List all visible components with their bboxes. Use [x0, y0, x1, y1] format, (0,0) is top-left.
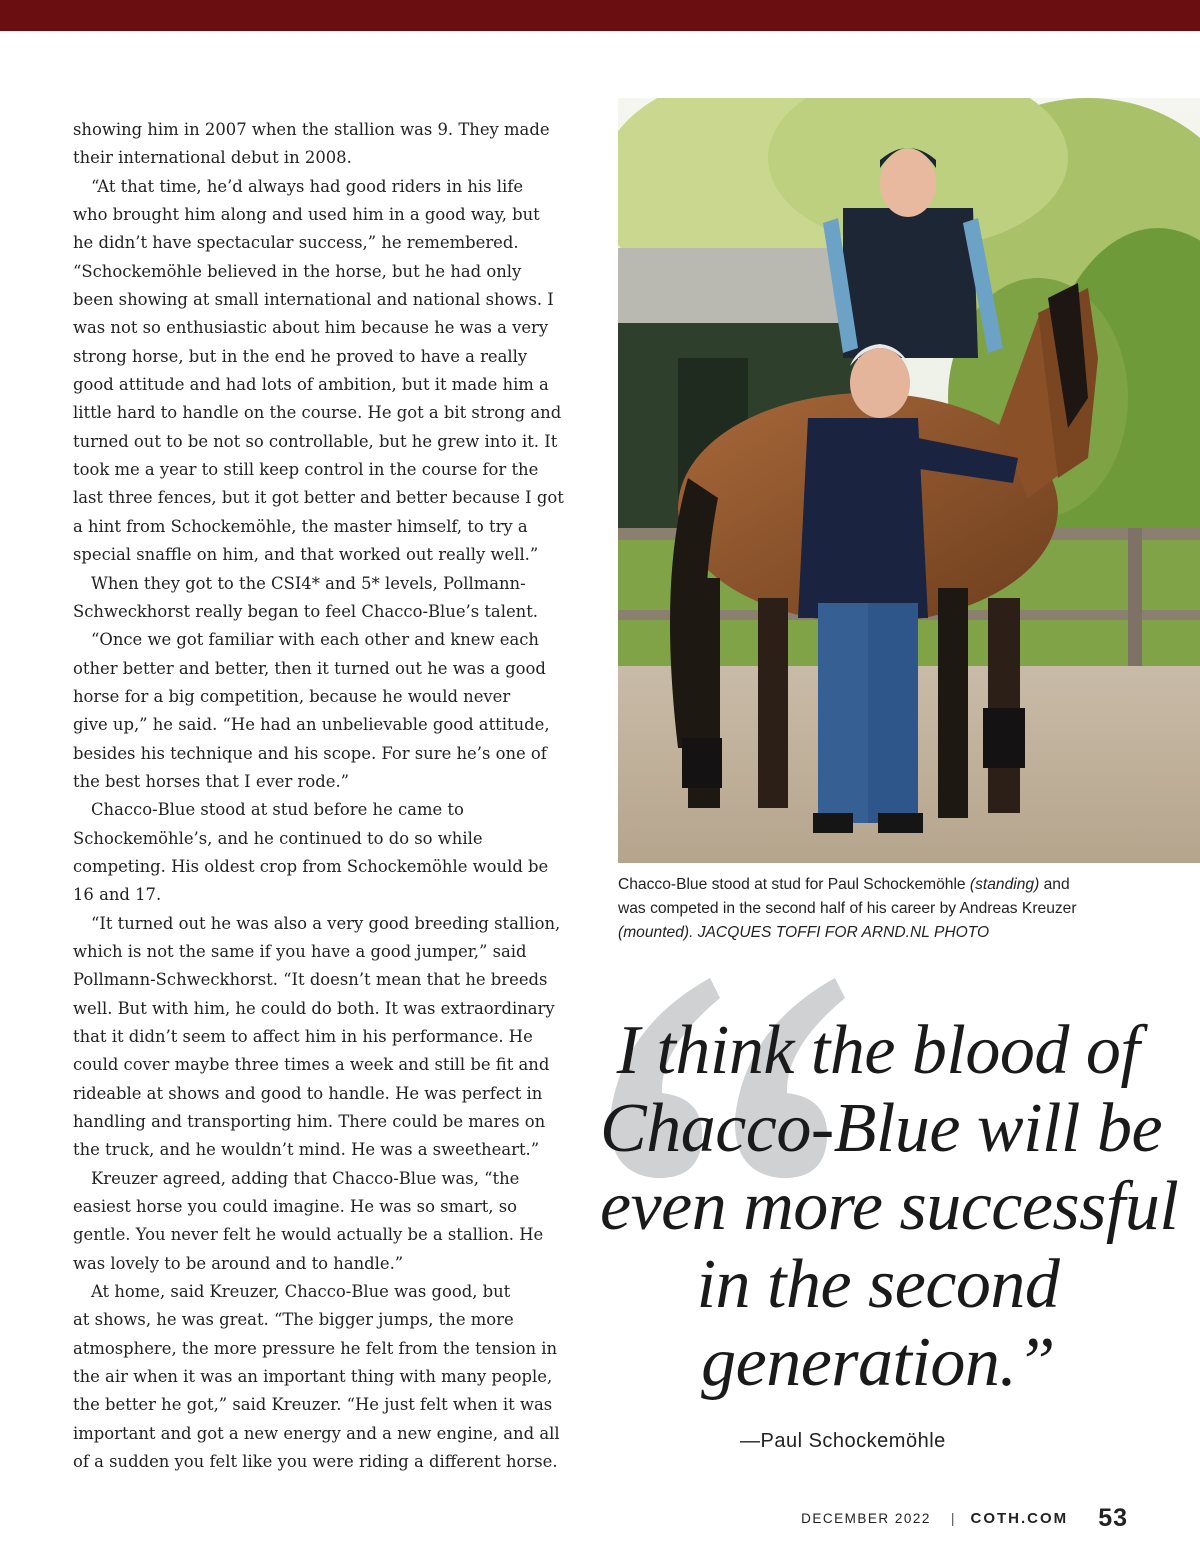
article-line: give up,” he said. “He had an unbelievable good attitude, [73, 715, 550, 735]
article-line: “At that time, he’d always had good riders in his life [91, 176, 524, 196]
pull-quote-line: in the second [696, 1246, 1060, 1323]
article-line: that it didn’t seem to affect him in his performance. He [73, 1027, 533, 1046]
article-line: the better he got,” said Kreuzer. “He just felt when it was [73, 1395, 553, 1415]
article-line: rideable at shows and good to handle. He was perfect in [73, 1083, 543, 1103]
top-color-bar [0, 0, 1200, 31]
pull-quote-line: Chacco-Blue will be [600, 1090, 1163, 1167]
article-line: gentle. You never felt he would actually be a stallion. He [73, 1225, 544, 1245]
photo-caption [618, 873, 1178, 945]
page-footer [801, 1503, 1128, 1533]
caption-line-3: (mounted). JACQUES TOFFI FOR ARND.NL PHOTO [618, 924, 990, 941]
quote-attribution: —Paul Schockemöhle [740, 1430, 946, 1452]
article-line: handling and transporting him. There could be mares on [73, 1112, 546, 1132]
article-line: Chacco-Blue stood at stud before he came to [91, 800, 464, 820]
article-line: the air when it was an important thing with many people, [73, 1367, 553, 1387]
article-line: “It turned out he was also a very good breeding stallion, [91, 913, 561, 933]
article-line: last three fences, but it got better and better because I got [73, 488, 564, 508]
article-line: Schweckhorst really began to feel Chacco-Blue’s talent. [73, 601, 539, 621]
article-line: besides his technique and his scope. For sure he’s one of [73, 743, 547, 763]
article-body [73, 116, 585, 1477]
article-line: Schockemöhle’s, and he continued to do so while [73, 828, 483, 848]
article-line: their international debut in 2008. [73, 148, 352, 168]
article-line: important and got a new energy and a new engine, and all [73, 1423, 560, 1443]
article-line: the truck, and he wouldn’t mind. He was a sweetheart.” [73, 1140, 540, 1160]
article-line: other better and better, then it turned out he was a good [73, 658, 546, 678]
article-line: of a sudden you felt like you were riding a different horse. [73, 1452, 558, 1472]
article-line: Kreuzer agreed, adding that Chacco-Blue was, “the [91, 1168, 520, 1188]
article-line: well. But with him, he could do both. It was extraordinary [73, 998, 555, 1018]
footer-separator: | [950, 1510, 955, 1526]
issue-date: DECEMBER 2022 [801, 1510, 931, 1526]
article-line: been showing at small international and national shows. I [73, 290, 554, 310]
article-line: Pollmann-Schweckhorst. “It doesn’t mean that he breeds [73, 970, 548, 990]
article-line: horse for a big competition, because he would never [73, 686, 511, 706]
article-line: was not so enthusiastic about him because he was a very [73, 318, 549, 338]
article-line: could cover maybe three times a week and still be fit and [73, 1055, 550, 1075]
article-line: At home, said Kreuzer, Chacco-Blue was good, but [91, 1282, 511, 1302]
article-line: strong horse, but in the end he proved to have a really [73, 346, 528, 366]
article-line: took me a year to still keep control in the course for the [73, 460, 539, 480]
article-line: When they got to the CSI4* and 5* levels, Pollmann- [91, 573, 526, 593]
article-line: the best horses that I ever rode.” [73, 771, 350, 791]
caption-line-1: Chacco-Blue stood at stud for Paul Schockemöhle (standing) and [618, 876, 1070, 893]
article-line: a hint from Schockemöhle, the master himself, to try a [73, 516, 528, 536]
pull-quote-line: I think the blood of [616, 1012, 1140, 1089]
pull-quote [600, 1012, 1179, 1402]
article-line: was lovely to be around and to handle.” [73, 1253, 404, 1273]
article-line: little hard to handle on the course. He got a bit strong and [73, 403, 562, 423]
article-line: good attitude and had lots of ambition, but it made him a [73, 375, 549, 395]
article-line: “Once we got familiar with each other and knew each [91, 630, 539, 650]
article-line: showing him in 2007 when the stallion was 9. They made [73, 120, 550, 139]
horse-photo [618, 98, 1200, 863]
page-number: 53 [1098, 1503, 1128, 1532]
article-line: turned out to be not so controllable, but he grew into it. It [73, 431, 558, 451]
pull-quote-line: generation.” [701, 1324, 1055, 1401]
site-link[interactable]: COTH.COM [970, 1509, 1069, 1527]
article-line: he didn’t have spectacular success,” he remembered. [73, 233, 519, 253]
caption-line-2: was competed in the second half of his career by Andreas Kreuzer [618, 900, 1077, 917]
article-line: at shows, he was great. “The bigger jumps, the more [73, 1310, 514, 1330]
article-line: who brought him along and used him in a good way, but [73, 205, 540, 225]
article-line: which is not the same if you have a good jumper,” said [73, 941, 527, 961]
article-line: easiest horse you could imagine. He was so smart, so [73, 1197, 517, 1217]
article-line: special snaffle on him, and that worked out really well.” [73, 545, 539, 565]
article-line: 16 and 17. [73, 885, 162, 905]
article-line: competing. His oldest crop from Schockemöhle would be [73, 856, 549, 876]
article-line: atmosphere, the more pressure he felt from the tension in [73, 1338, 558, 1358]
pull-quote-line: even more successful [600, 1168, 1179, 1245]
article-line: “Schockemöhle believed in the horse, but he had only [73, 261, 522, 281]
